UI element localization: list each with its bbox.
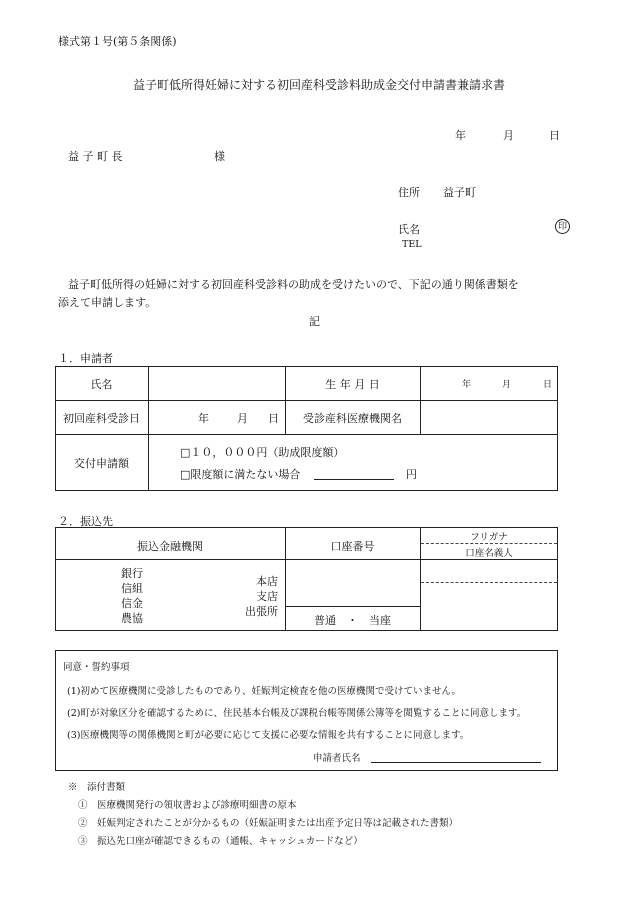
ki-label: 記 — [309, 315, 320, 328]
addressee-name: 益 子 町 長 — [68, 150, 123, 163]
section1-heading: １．申請者 — [58, 352, 113, 365]
address-label: 住所 — [398, 186, 420, 199]
name-input-cell[interactable] — [149, 367, 284, 399]
account-number-input[interactable] — [286, 560, 419, 605]
signature-label: 申請者氏名 — [313, 753, 361, 764]
intro-line-2: 添えて申請します。 — [58, 296, 157, 309]
date-day-label: 日 — [549, 129, 560, 142]
consent-item-2: (2)町が対象区分を確認するために、住民基本台帳及び課税台帳等関係公簿等を閲覧することに同意します。 — [67, 708, 527, 719]
form-number: 様式第１号(第５条関係) — [58, 35, 177, 48]
tel-label: TEL — [402, 239, 422, 250]
attachment-item-3: ③ 振込先口座が確認できるもの（通帳、キャッシュカードなど） — [78, 836, 363, 847]
dob-year: 年 — [462, 380, 472, 390]
dob-month: 月 — [502, 380, 512, 390]
consent-heading: 同意・誓約事項 — [63, 662, 130, 673]
inst-shinkin: 信金 — [121, 597, 143, 610]
date-month-label: 月 — [503, 129, 514, 142]
seal-mark: 印 — [555, 219, 570, 234]
first-visit-label: 初回産科受診日 — [63, 412, 140, 425]
branch-main: 本店 — [256, 575, 278, 588]
account-number-label: 口座番号 — [330, 540, 375, 553]
visit-day: 日 — [268, 412, 279, 425]
intro-line-1: 益子町低所得の妊婦に対する初回産科受診料の助成を受けたいので、下記の通り関係書類を — [68, 278, 519, 291]
amount-option-full[interactable]: □１０，０００円（助成限度額） — [180, 446, 345, 459]
form-title: 益子町低所得妊婦に対する初回産科受診料助成金交付申請書兼請求書 — [133, 78, 506, 92]
account-holder-label: 口座名義人 — [465, 548, 513, 559]
consent-item-3: (3)医療機関等の関係機関と町が必要に応じて支援に必要な情報を共有することに同意します。 — [67, 730, 470, 741]
visit-year: 年 — [198, 412, 209, 425]
inst-bank: 銀行 — [121, 567, 143, 580]
inst-credit-coop: 信組 — [121, 582, 143, 595]
visit-month: 月 — [237, 412, 248, 425]
signature-field[interactable] — [371, 762, 541, 763]
branch-sub: 支店 — [256, 590, 278, 603]
amount-label: 交付申請額 — [74, 457, 129, 470]
consent-item-1: (1)初めて医療機関に受診したものであり、妊娠判定検査を他の医療機関で受けていません。 — [67, 686, 462, 697]
inst-ja: 農協 — [121, 612, 143, 625]
attachment-item-2: ② 妊娠判定されたことが分かるもの（妊娠証明または出産予定日等は記載された書類） — [78, 818, 459, 829]
name-cell-label: 氏名 — [90, 378, 113, 391]
amount-partial-field[interactable] — [314, 479, 394, 480]
date-year-label: 年 — [455, 129, 466, 142]
clinic-label: 受診産科医療機関名 — [303, 412, 402, 425]
clinic-input-cell[interactable] — [421, 401, 557, 433]
attachments-heading: ※ 添付書類 — [68, 782, 126, 793]
applicant-name-label: 氏名 — [398, 223, 420, 236]
addressee-honorific: 様 — [214, 150, 225, 163]
address-value: 益子町 — [443, 186, 476, 199]
furigana-label: フリガナ — [470, 532, 508, 543]
bank-label: 振込金融機関 — [137, 540, 203, 553]
branch-office: 出張所 — [245, 605, 278, 618]
section2-heading: ２．振込先 — [58, 515, 113, 528]
amount-option-partial[interactable]: □限度額に満たない場合 — [180, 468, 301, 481]
account-type[interactable]: 普通 ・ 当座 — [314, 614, 391, 627]
attachment-item-1: ① 医療機関発行の領収書および診療明細書の原本 — [78, 800, 297, 811]
dob-label: 生 年 月 日 — [325, 378, 380, 391]
yen-label: 円 — [406, 468, 417, 481]
dob-day: 日 — [543, 380, 553, 390]
